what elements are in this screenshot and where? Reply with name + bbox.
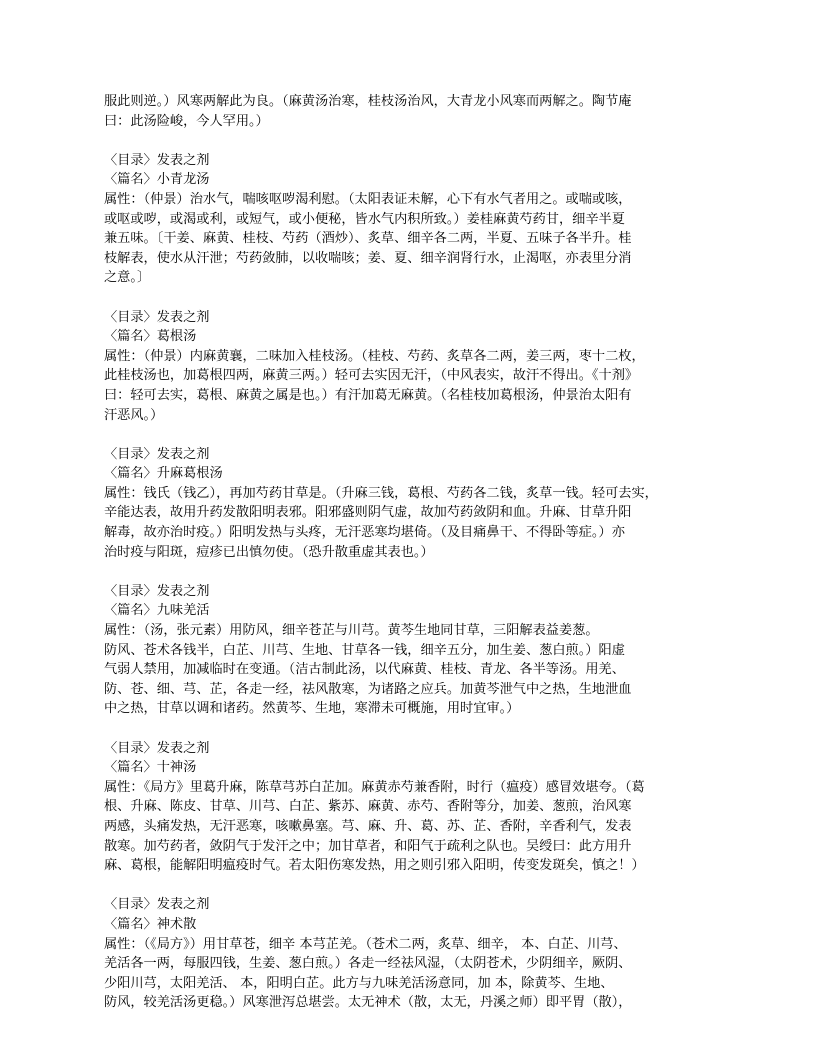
attribute-line: 兼五味。〔干姜、麻黄、桂枝、芍药（酒炒）、炙草、细辛各二两，半夏、五味子各半升。桂	[104, 231, 632, 247]
attribute-line: 属性：（仲景）治水气，喘咳呕哕渴利慰。（太阳表证未解，心下有水气者用之。或喘或咳，	[104, 191, 632, 207]
formula-entry	[104, 308, 718, 426]
attribute-line: 少阳川芎，太阳羌活、 本，阳明白芷。此方与九味羌活汤意同，加 本，除黄芩、生地、	[104, 975, 614, 991]
attribute-line: 属性：钱氏（钱乙），再加芍药甘草是。（升麻三钱，葛根、芍药各二钱，炙草一钱。轻可去实，	[104, 485, 658, 501]
attribute-line: 防风，较羌活汤更稳。）风寒泄泻总堪尝。太无神术（散，太无，丹溪之师）即平胃（散），	[104, 995, 632, 1011]
formula-entry	[104, 445, 718, 563]
formula-title-line: 〈篇名〉十神汤	[104, 760, 197, 776]
formula-title-line: 〈篇名〉神术散	[104, 916, 197, 932]
attribute-line: 气弱人禁用，加减临时在变通。（洁古制此汤，以代麻黄、桂枝、青龙、各半等汤。用羌、	[104, 662, 625, 678]
attribute-line: 或呕或哕，或渴或利，或短气，或小便秘，皆水气内积所致。）姜桂麻黄芍药甘，细辛半夏	[104, 211, 625, 227]
catalog-line: 〈目录〉发表之剂	[104, 152, 210, 168]
attribute-line: 辛能达表，故用升药发散阳明表邪。阳邪盛则阴气虚，故加芍药敛阴和血。升麻、甘草升阳	[104, 505, 632, 521]
attribute-line: 治时疫与阳斑，痘疹已出慎勿使。（恐升散重虚其表也。）	[104, 544, 434, 560]
formula-title-line: 〈篇名〉葛根汤	[104, 329, 197, 345]
attribute-line: 属性：（《局方》）用甘草苍，细辛 本芎芷羌。（苍术二两，炙草、细辛， 本、白芷、川芎、	[104, 936, 627, 952]
formula-title-line: 〈篇名〉九味羌活	[104, 603, 210, 619]
attribute-line: 汗恶风。）	[104, 407, 164, 423]
attribute-line: 曰：轻可去实，葛根、麻黄之属是也。）有汗加葛无麻黄。（名桂枝加葛根汤，仲景治太阳有	[104, 387, 632, 403]
attribute-line: 属性：《局方》里葛升麻，陈草芎苏白芷加。麻黄赤芍兼香附，时行（瘟疫）感冒效堪夸。（葛	[104, 779, 645, 795]
catalog-line: 〈目录〉发表之剂	[104, 740, 210, 756]
attribute-line: 此桂枝汤也，加葛根四两，麻黄三两。）轻可去实因无汗，（中风表实，故汗不得出。《十剂》	[104, 368, 639, 384]
catalog-line: 〈目录〉发表之剂	[104, 309, 210, 325]
formula-title-line: 〈篇名〉小青龙汤	[104, 172, 210, 188]
catalog-line: 〈目录〉发表之剂	[104, 583, 210, 599]
catalog-line: 〈目录〉发表之剂	[104, 897, 210, 913]
attribute-line: 中之热，甘草以调和诸药。然黄芩、生地，寒滞未可概施，用时宜审。）	[104, 701, 520, 717]
continuation-line: 服此则逆。）风寒两解此为良。（麻黄汤治寒，桂枝汤治风，大青龙小风寒而两解之。陶节庵	[104, 94, 632, 109]
attribute-line: 解毒，故亦治时疫。）阳明发热与头疼，无汗恶寒均堪倚。（及目痛鼻干、不得卧等症。）亦	[104, 525, 625, 541]
catalog-line: 〈目录〉发表之剂	[104, 446, 210, 462]
attribute-line: 羌活各一两，每服四钱，生姜、葱白煎。）各走一经祛风湿，（太阴苍术，少阴细辛，厥阴、	[104, 956, 632, 972]
formula-title-line: 〈篇名〉升麻葛根汤	[104, 466, 223, 482]
continuation-line: 曰：此汤险峻，今人罕用。）	[104, 113, 269, 129]
continuation-block	[104, 92, 718, 131]
attribute-line: 散寒。加芍药者，敛阴气于发汗之中；加甘草者，和阳气于疏利之队也。吴绶曰：此方用升	[104, 838, 632, 854]
attribute-line: 之意。〕	[104, 270, 151, 286]
formula-entry	[104, 151, 718, 288]
attribute-line: 两感，头痛发热，无汗恶寒，咳嗽鼻塞。芎、麻、升、葛、苏、芷、香附，辛香利气，发表	[104, 818, 632, 834]
attribute-line: 根、升麻、陈皮、甘草、川芎、白芷、紫苏、麻黄、赤芍、香附等分，加姜、葱煎，治风寒	[104, 799, 632, 815]
attribute-line: 防、苍、细、芎、芷，各走一经，祛风散寒，为诸路之应兵。加黄芩泄气中之热，生地泄血	[104, 681, 632, 697]
formula-entry	[104, 895, 718, 1013]
formula-entry	[104, 582, 718, 719]
document-body	[104, 92, 718, 1013]
formula-entry	[104, 739, 718, 876]
attribute-line: 属性：（仲景）内麻黄襄，二味加入桂枝汤。（桂枝、芍药、炙草各二两，姜三两，枣十二枚，	[104, 348, 645, 364]
attribute-line: 防风、苍术各钱半，白芷、川芎、生地、甘草各一钱，细辛五分，加生姜、葱白煎。）阳虚	[104, 642, 625, 658]
attribute-line: 麻、葛根，能解阳明瘟疫时气。若太阳伤寒发热，用之则引邪入阳明，传变发斑矣，慎之！）	[104, 858, 645, 874]
attribute-line: 属性：（汤，张元素）用防风，细辛苍芷与川芎。黄芩生地同甘草，三阳解表益姜葱。	[104, 623, 599, 639]
attribute-line: 枝解表，使水从汗泄；芍药敛肺，以收喘咳；姜、夏、细辛润肾行水，止渴呕，亦表里分消	[104, 250, 632, 266]
